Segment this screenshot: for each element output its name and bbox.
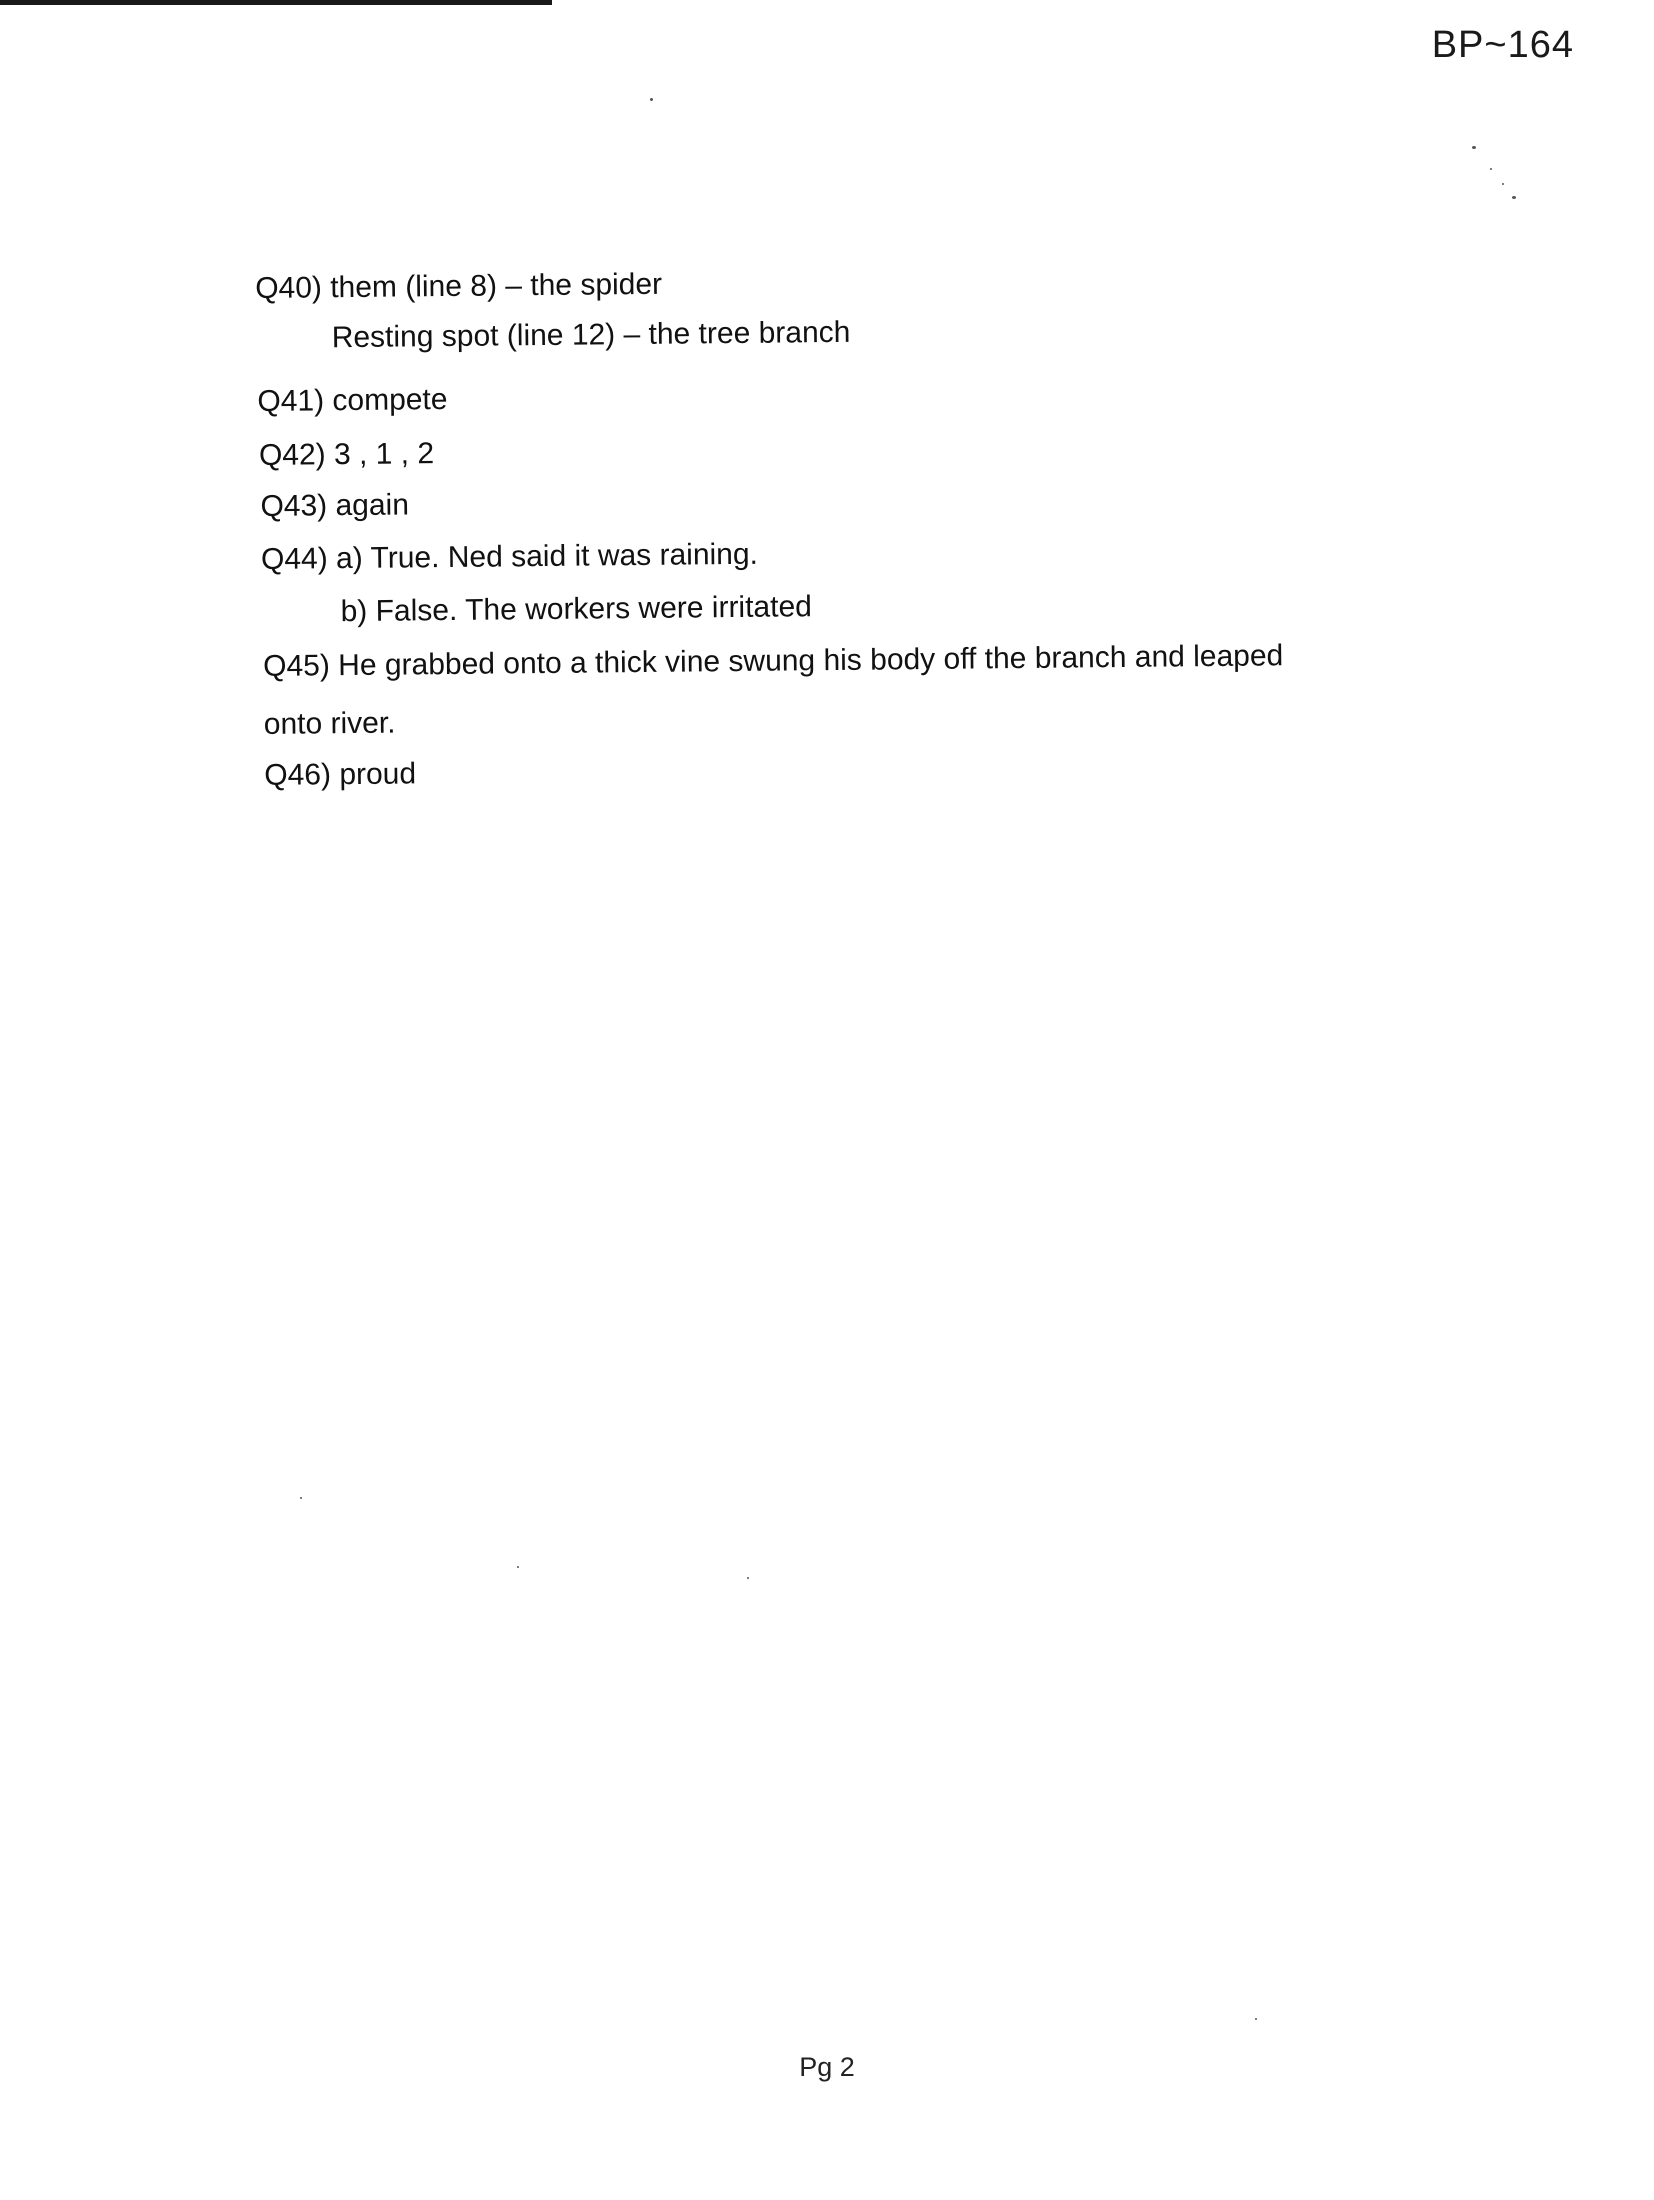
scan-speck [1255, 2018, 1257, 2020]
scan-speck [300, 1497, 302, 1499]
answer-q42: Q42) 3 , 1 , 2 [258, 437, 435, 472]
scan-speck [747, 1577, 749, 1579]
answer-q40-continued: Resting spot (line 12) – the tree branch [331, 315, 851, 355]
answer-q45-continued: onto river. [263, 706, 396, 741]
scan-speck [650, 98, 653, 101]
answer-q41: Q41) compete [257, 382, 448, 418]
scan-speck [1472, 146, 1476, 149]
scan-speck [1502, 183, 1504, 185]
answer-list [255, 255, 1455, 792]
scan-speck [517, 1566, 519, 1568]
scan-speck [1490, 168, 1492, 170]
document-code: BP~164 [1431, 24, 1574, 66]
page-number: Pg 2 [799, 2052, 855, 2082]
scan-speck [1512, 196, 1516, 199]
answer-q43: Q43) again [260, 488, 410, 523]
top-scan-rule [0, 0, 552, 5]
answer-q44: Q44) a) True. Ned said it was raining. [260, 537, 759, 576]
answer-q44-continued: b) False. The workers were irritated [340, 590, 813, 629]
answer-q46: Q46) proud [264, 757, 417, 792]
answer-q40: Q40) them (line 8) – the spider [255, 267, 663, 305]
answer-q45: Q45) He grabbed onto a thick vine swung his body off the branch and leaped [263, 639, 1284, 683]
